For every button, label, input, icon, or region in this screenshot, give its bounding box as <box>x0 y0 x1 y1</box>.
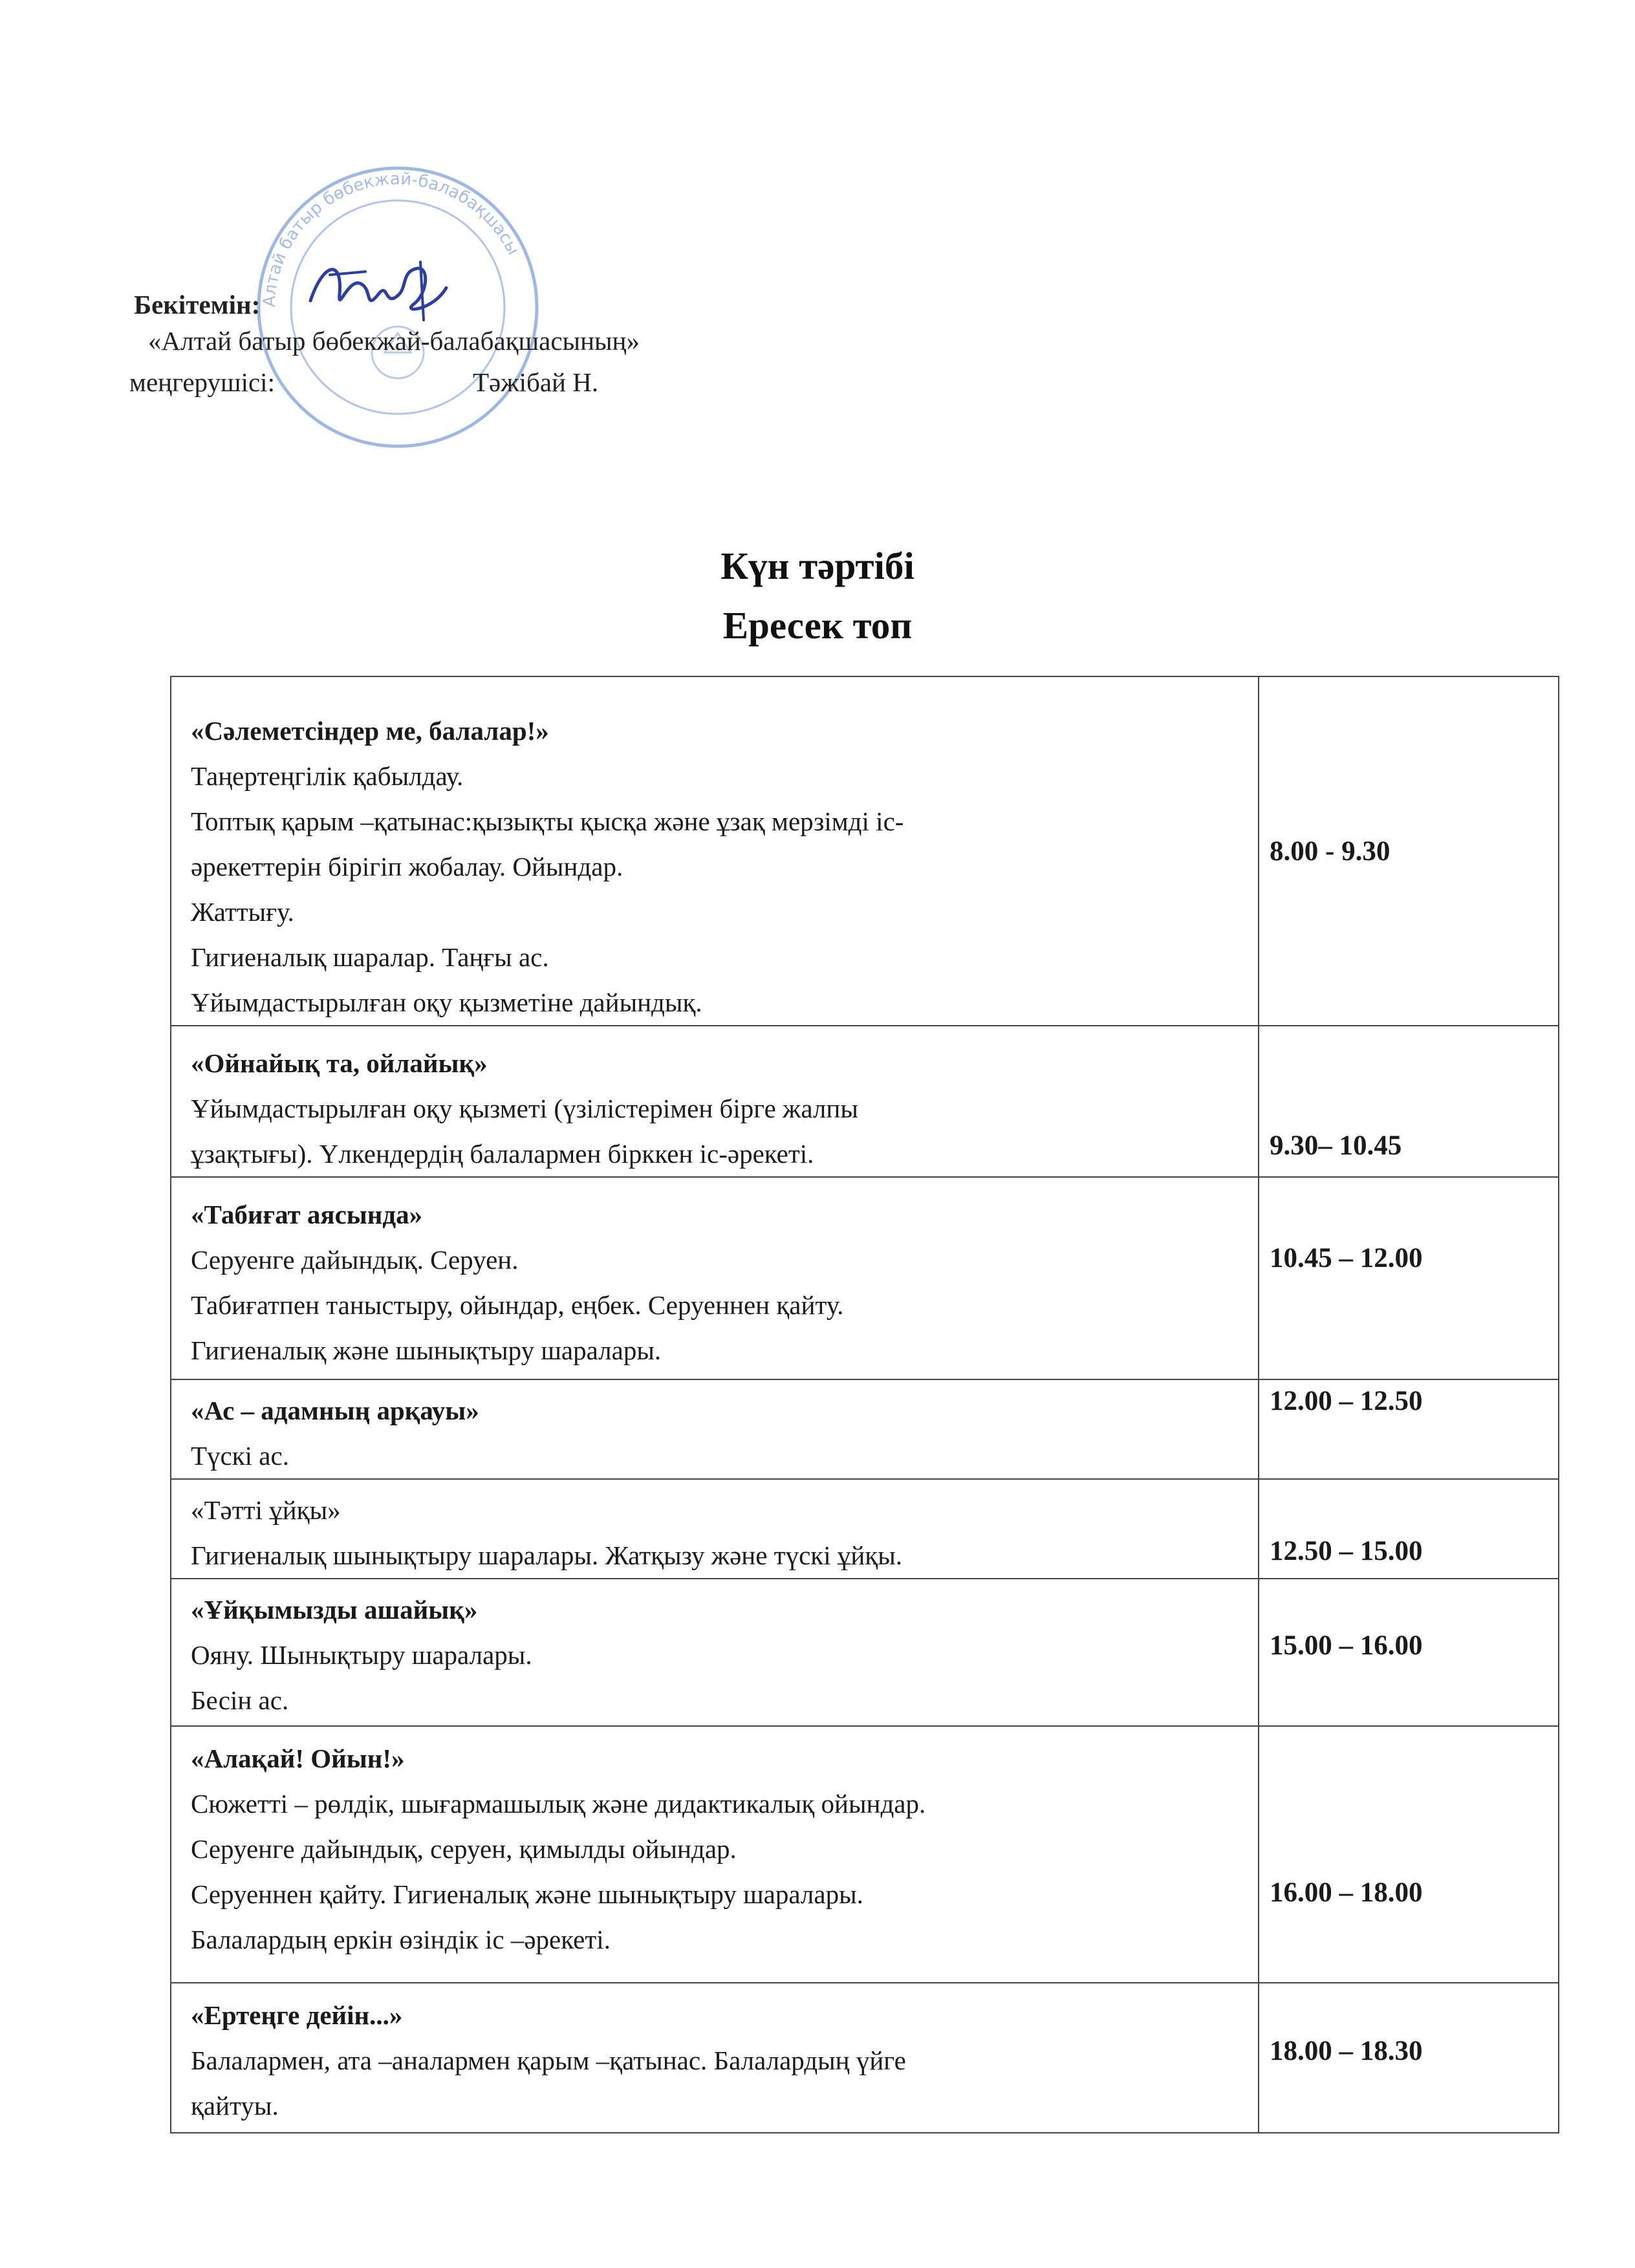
time-value: 10.45 – 12.00 <box>1270 1243 1423 1273</box>
table-row <box>171 1726 1559 1983</box>
activity-title: «Ас – адамның арқауы» <box>191 1396 479 1425</box>
signature <box>304 249 453 333</box>
time-cell <box>1259 1026 1559 1177</box>
time-cell <box>1259 1579 1559 1726</box>
time-value: 12.50 – 15.00 <box>1270 1536 1423 1566</box>
activity-cell <box>171 1177 1259 1379</box>
time-value: 8.00 - 9.30 <box>1270 836 1391 867</box>
approval-position: меңгерушісі: <box>129 367 275 397</box>
activity-cell <box>171 676 1259 1026</box>
activity-line: Топтық қарым –қатынас:қызықты қысқа және ұзақ мерзімді іс- <box>191 806 904 836</box>
activity-line: Серуенге дайындық. Серуен. <box>191 1245 519 1275</box>
activity-title: «Ертеңге дейін...» <box>191 2000 403 2030</box>
page-subtitle: Ересек топ <box>722 604 913 647</box>
table-row <box>171 1983 1559 2133</box>
activity-line: Бесін ас. <box>191 1685 289 1715</box>
table-row <box>171 676 1559 1026</box>
activity-title: «Алақай! Ойын!» <box>191 1744 405 1773</box>
stamp-text: Алтай батыр бөбекжай-балабақшасы <box>259 169 523 308</box>
activity-line: Балалармен, ата –аналармен қарым –қатынас. Балалардың үйге <box>191 2046 906 2075</box>
activity-line: Ояну. Шынықтыру шаралары. <box>191 1640 532 1670</box>
activity-cell <box>171 1479 1259 1579</box>
time-cell <box>1259 1379 1559 1479</box>
activity-line: Серуенге дайындық, серуен, қимылды ойындар. <box>191 1834 737 1864</box>
activity-line: Гигиеналық шаралар. Таңғы ас. <box>191 942 549 972</box>
activity-cell <box>171 1726 1259 1983</box>
time-cell <box>1259 1983 1559 2133</box>
table-row <box>171 1579 1559 1726</box>
table-row <box>171 1177 1559 1379</box>
activity-line: қайтуы. <box>191 2091 279 2121</box>
approval-label: Бекітемін: <box>134 290 261 319</box>
time-value: 16.00 – 18.00 <box>1270 1877 1423 1908</box>
approval-institution: «Алтай батыр бөбекжай-балабақшасының» <box>148 326 640 356</box>
table-row <box>171 1479 1559 1579</box>
activity-line: Түскі ас. <box>191 1441 289 1471</box>
activity-line: Гигиеналық және шынықтыру шаралары. <box>191 1335 662 1365</box>
time-value: 12.00 – 12.50 <box>1270 1386 1423 1416</box>
activity-line: ұзақтығы). Үлкендердің балалармен бірккен іс-әрекеті. <box>191 1139 814 1169</box>
time-cell <box>1259 1726 1559 1983</box>
time-cell <box>1259 1177 1559 1379</box>
activity-line: Ұйымдастырылған оқу қызметіне дайындық. <box>191 988 702 1017</box>
activity-line: Серуеннен қайту. Гигиеналық және шынықтыру шаралары. <box>191 1879 863 1909</box>
page-title: Күн тәртібі <box>720 545 915 587</box>
time-cell <box>1259 1479 1559 1579</box>
activity-cell <box>171 1983 1259 2133</box>
activity-line: Таңертеңгілік қабылдау. <box>191 761 464 791</box>
activity-cell <box>171 1579 1259 1726</box>
time-cell <box>1259 676 1559 1026</box>
schedule-table <box>170 676 1559 2133</box>
activity-line: Ұйымдастырылған оқу қызметі (үзілістерімен бірге жалпы <box>191 1094 858 1123</box>
activity-cell <box>171 1026 1259 1177</box>
approval-name: Тәжібай Н. <box>473 367 599 397</box>
activity-title: «Табиғат аясында» <box>191 1200 423 1229</box>
activity-title: «Ойнайық та, ойлайық» <box>191 1048 488 1078</box>
activity-title: «Сәлеметсіндер ме, балалар!» <box>191 716 549 746</box>
activity-cell <box>171 1379 1259 1479</box>
time-value: 18.00 – 18.30 <box>1270 2036 1423 2066</box>
activity-title: «Ұйқымызды ашайық» <box>191 1595 478 1625</box>
table-row <box>171 1026 1559 1177</box>
activity-line: Балалардың еркін өзіндік іс –әрекеті. <box>191 1925 611 1954</box>
activity-line: Табиғатпен таныстыру, ойындар, еңбек. Серуеннен қайту. <box>191 1290 844 1320</box>
activity-line: Гигиеналық шынықтыру шаралары. Жатқызу және түскі ұйқы. <box>191 1540 903 1570</box>
table-row <box>171 1379 1559 1479</box>
activity-title: «Тәтті ұйқы» <box>191 1495 341 1525</box>
activity-line: Жаттығу. <box>191 897 294 927</box>
time-value: 9.30– 10.45 <box>1270 1130 1402 1161</box>
activity-line: әрекеттерін бірігіп жобалау. Ойындар. <box>191 852 623 881</box>
time-value: 15.00 – 16.00 <box>1270 1630 1423 1661</box>
activity-line: Сюжетті – рөлдік, шығармашылық және дидактикалық ойындар. <box>191 1789 926 1819</box>
